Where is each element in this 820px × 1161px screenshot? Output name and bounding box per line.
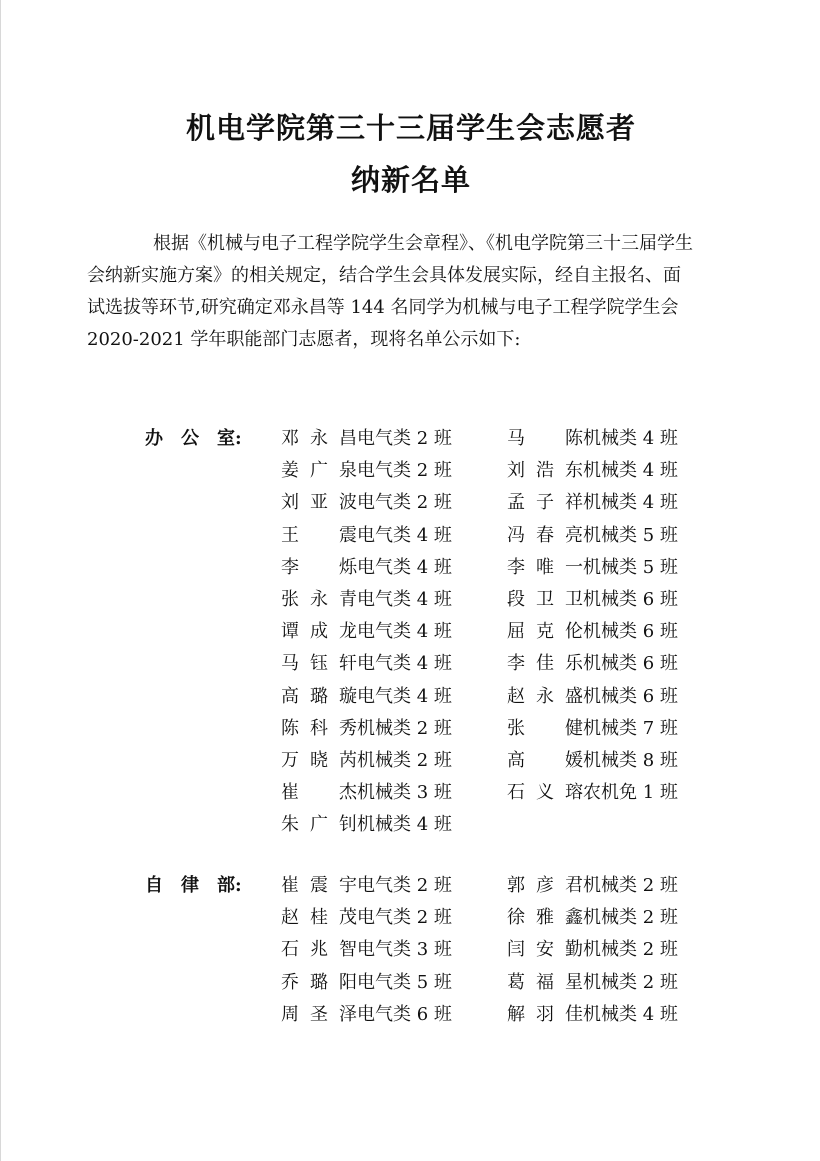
- roster-entry: [507, 1000, 678, 1026]
- member-name: 高 媛: [507, 750, 583, 771]
- intro-line: 试选拔等环节,研究确定邓永昌等 144 名同学为机械与电子工程学院学生会: [87, 297, 679, 318]
- member-class: 机械类 3 班: [357, 782, 452, 804]
- roster-entry: [281, 649, 452, 675]
- member-class: 电气类 4 班: [357, 621, 452, 643]
- member-class: 机械类 2 班: [357, 717, 452, 739]
- roster-entry: [281, 746, 452, 772]
- roster-entry: [507, 521, 678, 547]
- member-name: 马钰轩: [281, 653, 357, 675]
- department-label: 自 律 部:: [145, 875, 242, 896]
- member-name: 李唯一: [507, 556, 583, 578]
- roster-entry: [281, 585, 452, 611]
- member-class: 电气类 4 班: [357, 653, 452, 675]
- department-label: 办 公 室:: [145, 428, 242, 449]
- member-name: 冯春亮: [507, 524, 583, 546]
- member-name: 乔璐阳: [281, 971, 357, 993]
- member-name: 朱广钊: [281, 814, 357, 836]
- member-class: 电气类 4 班: [357, 556, 452, 578]
- member-class: 机械类 6 班: [583, 685, 678, 707]
- member-name: 段卫卫: [507, 589, 583, 610]
- member-name: 屈克伦: [507, 621, 583, 643]
- member-class: 电气类 2 班: [357, 428, 452, 449]
- roster-entry: [507, 903, 678, 929]
- roster-entry: [281, 553, 452, 579]
- member-name: 张永青: [281, 589, 357, 610]
- roster-entry: [507, 649, 678, 675]
- member-name: 刘浩东: [507, 460, 583, 482]
- document-subtitle: 纳新名单: [350, 163, 471, 197]
- member-name: 解羽佳: [507, 1003, 583, 1025]
- roster-entry: [507, 553, 678, 579]
- member-name: 万晓芮: [281, 750, 357, 771]
- roster-entry: [281, 424, 452, 450]
- member-name: 李 烁: [281, 556, 357, 578]
- member-name: 张 健: [507, 717, 583, 739]
- roster-entry: [281, 521, 452, 547]
- member-name: 刘亚波: [281, 492, 357, 514]
- member-class: 机械类 6 班: [583, 589, 678, 610]
- member-name: 石义瑢: [507, 782, 583, 804]
- member-name: 李佳乐: [507, 653, 583, 675]
- member-name: 葛福星: [507, 971, 583, 993]
- roster-entry: [507, 714, 678, 740]
- roster-entry: [507, 488, 678, 514]
- member-name: 郭彦君: [507, 875, 583, 896]
- member-name: 谭成龙: [281, 621, 357, 643]
- roster-entry: [507, 746, 678, 772]
- roster-entry: [281, 871, 452, 897]
- member-name: 高璐璇: [281, 685, 357, 707]
- roster-entry: [507, 871, 678, 897]
- roster-entry: [281, 456, 452, 482]
- member-class: 机械类 4 班: [357, 814, 452, 836]
- roster-entry: [281, 935, 452, 961]
- member-name: 陈科秀: [281, 717, 357, 739]
- member-class: 机械类 2 班: [583, 875, 678, 896]
- member-class: 机械类 2 班: [583, 971, 678, 993]
- roster-entry: [281, 903, 452, 929]
- roster-entry: [281, 682, 452, 708]
- member-name: 石兆智: [281, 939, 357, 961]
- member-name: 闫安勤: [507, 939, 583, 961]
- roster-entry: [507, 617, 678, 643]
- roster-entry: [281, 617, 452, 643]
- member-class: 电气类 3 班: [357, 939, 452, 961]
- roster-entry: [281, 488, 452, 514]
- member-class: 机械类 6 班: [583, 653, 678, 675]
- member-name: 赵桂茂: [281, 907, 357, 929]
- member-class: 机械类 7 班: [583, 717, 678, 739]
- member-class: 机械类 4 班: [583, 492, 678, 514]
- intro-paragraph: [87, 228, 717, 356]
- member-name: 周圣泽: [281, 1003, 357, 1025]
- member-class: 机械类 4 班: [583, 1003, 678, 1025]
- member-name: 崔震宇: [281, 875, 357, 896]
- roster-entry: [507, 424, 678, 450]
- intro-line: 会纳新实施方案》的相关规定，结合学生会具体发展实际，经自主报名、面: [87, 265, 681, 286]
- member-class: 机械类 5 班: [583, 556, 678, 578]
- member-name: 王 震: [281, 524, 357, 546]
- member-class: 电气类 2 班: [357, 907, 452, 929]
- roster-entry: [281, 778, 452, 804]
- member-name: 徐雅鑫: [507, 907, 583, 929]
- member-name: 马 陈: [507, 428, 583, 449]
- member-class: 机械类 8 班: [583, 750, 678, 771]
- roster-entry: [281, 1000, 452, 1026]
- document-title: 机电学院第三十三届学生会志愿者: [185, 111, 636, 145]
- member-name: 孟子祥: [507, 492, 583, 514]
- member-name: 崔 杰: [281, 782, 357, 804]
- member-class: 电气类 2 班: [357, 460, 452, 482]
- member-class: 农机免 1 班: [583, 782, 678, 804]
- member-class: 电气类 2 班: [357, 875, 452, 896]
- member-class: 机械类 5 班: [583, 524, 678, 546]
- roster-entry: [507, 682, 678, 708]
- roster-entry: [507, 456, 678, 482]
- roster-entry: [507, 968, 678, 994]
- member-class: 机械类 2 班: [583, 939, 678, 961]
- member-class: 机械类 2 班: [583, 907, 678, 929]
- member-class: 电气类 4 班: [357, 685, 452, 707]
- member-class: 电气类 5 班: [357, 971, 452, 993]
- roster-entry: [507, 585, 678, 611]
- roster-entry: [507, 935, 678, 961]
- roster-entry: [281, 810, 452, 836]
- intro-line: 根据《机械与电子工程学院学生会章程》、《机电学院第三十三届学生: [153, 233, 693, 254]
- roster-entry: [281, 714, 452, 740]
- member-class: 电气类 2 班: [357, 492, 452, 514]
- member-class: 电气类 4 班: [357, 589, 452, 610]
- member-class: 机械类 4 班: [583, 460, 678, 482]
- member-name: 姜广泉: [281, 460, 357, 482]
- member-class: 机械类 4 班: [583, 428, 678, 449]
- member-name: 邓永昌: [281, 428, 357, 449]
- member-class: 机械类 6 班: [583, 621, 678, 643]
- roster-entry: [281, 968, 452, 994]
- roster-entry: [507, 778, 678, 804]
- member-class: 电气类 4 班: [357, 524, 452, 546]
- member-name: 赵永盛: [507, 685, 583, 707]
- member-class: 电气类 6 班: [357, 1003, 452, 1025]
- intro-line: 2020-2021 学年职能部门志愿者，现将名单公示如下:: [87, 329, 521, 350]
- member-class: 机械类 2 班: [357, 750, 452, 771]
